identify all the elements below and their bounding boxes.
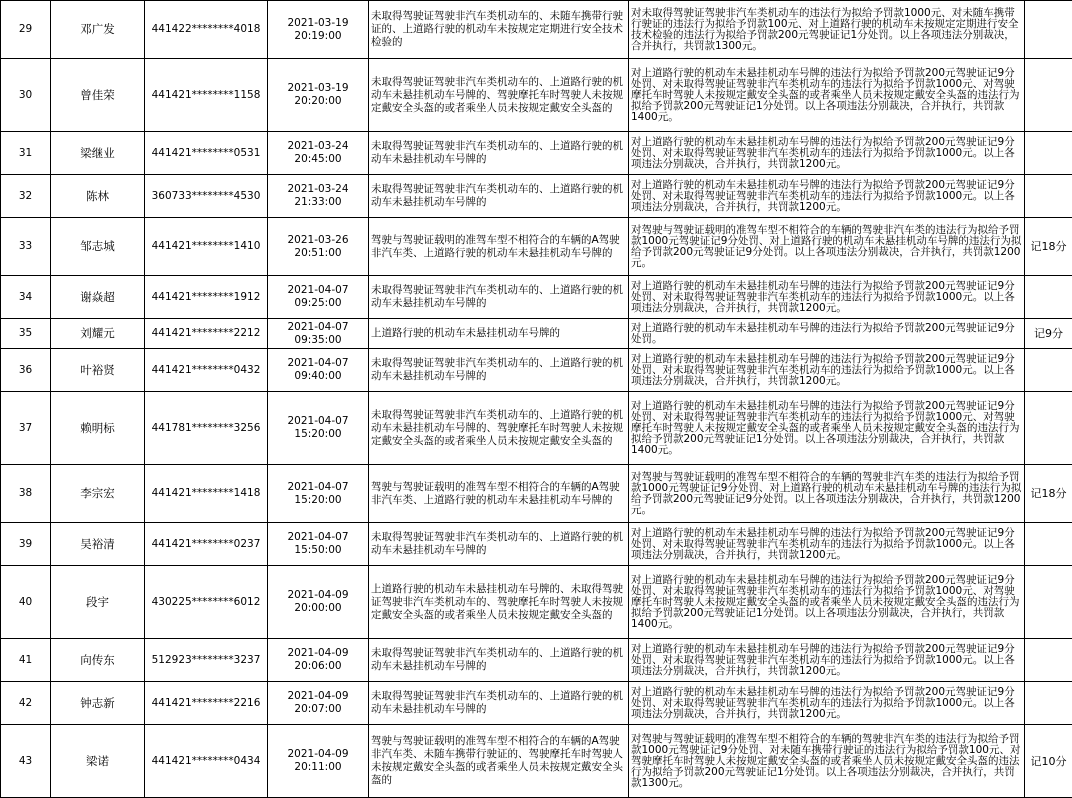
- driver-name: 邓广发: [51, 1, 145, 59]
- violation-description: 未取得驾驶证驾驶非汽车类机动车的、上道路行驶的机动车未悬挂机动车号牌的: [369, 682, 629, 725]
- penalty-description: 对上道路行驶的机动车未悬挂机动车号牌的违法行为拟给予罚款200元驾驶证记9分处罚、对未取得驾驶证驾驶非汽车类机动车的违法行为拟给予罚款1000元。以上各项违法分别裁决，合并执行，共罚款1200元。: [629, 276, 1025, 319]
- id-number: 441421********1158: [145, 59, 268, 132]
- penalty-description: 对驾驶与驾驶证载明的准驾车型不相符合的车辆的驾驶非汽车类的违法行为拟给予罚款1000元驾驶证记9分处罚、对未随车携带行驶证的违法行为拟给予罚款100元、对驾驶摩托车时驾驶人未按规定戴安全头盔的或者乘坐人员未按规定戴安全头盔的违法行为拟给予罚款200元驾驶证记1分处罚。以上各项违法分别裁决，合并执行，共罚款1300元。: [629, 725, 1025, 798]
- penalty-points: [1025, 132, 1072, 175]
- id-number: 441421********0531: [145, 132, 268, 175]
- violation-time: 20:19:00: [270, 30, 366, 43]
- table-row: [1, 725, 1072, 798]
- id-number: 512923********3237: [145, 639, 268, 682]
- id-number: 441781********3256: [145, 392, 268, 465]
- violation-time: 20:45:00: [270, 153, 366, 166]
- table-row: [1, 276, 1072, 319]
- penalty-points: [1025, 349, 1072, 392]
- violation-time: 20:07:00: [270, 703, 366, 716]
- row-number: 36: [1, 349, 51, 392]
- penalty-description: 对上道路行驶的机动车未悬挂机动车号牌的违法行为拟给予罚款200元驾驶证记9分处罚、对未取得驾驶证驾驶非汽车类机动车的违法行为拟给予罚款1000元、对驾驶摩托车时驾驶人未按规定戴安全头盔的或者乘坐人员未按规定戴安全头盔的违法行为拟给予罚款200元驾驶证记1分处罚。以上各项违法分别裁决，合并执行，共罚款1400元。: [629, 566, 1025, 639]
- penalty-description: 对上道路行驶的机动车未悬挂机动车号牌的违法行为拟给予罚款200元驾驶证记9分处罚、对未取得驾驶证驾驶非汽车类机动车的违法行为拟给予罚款1000元、对驾驶摩托车时驾驶人未按规定戴安全头盔的或者乘坐人员未按规定戴安全头盔的违法行为拟给予罚款200元驾驶证记1分处罚。以上各项违法分别裁决，合并执行，共罚款1400元。: [629, 392, 1025, 465]
- penalty-points: [1025, 639, 1072, 682]
- table-row: [1, 682, 1072, 725]
- penalty-points: [1025, 392, 1072, 465]
- driver-name: 叶裕贤: [51, 349, 145, 392]
- penalty-points: 记9分: [1025, 319, 1072, 349]
- table-row: [1, 319, 1072, 349]
- penalty-description: 对上道路行驶的机动车未悬挂机动车号牌的违法行为拟给予罚款200元驾驶证记9分处罚、对未取得驾驶证驾驶非汽车类机动车的违法行为拟给予罚款1000元。以上各项违法分别裁决，合并执行，共罚款1200元。: [629, 175, 1025, 218]
- table-row: [1, 132, 1072, 175]
- id-number: 441421********1418: [145, 465, 268, 523]
- violation-datetime: [268, 59, 369, 132]
- id-number: 441421********0237: [145, 523, 268, 566]
- violation-date: 2021-03-24: [270, 183, 366, 196]
- violation-date: 2021-04-07: [270, 357, 366, 370]
- violation-date: 2021-04-09: [270, 647, 366, 660]
- penalty-points: [1025, 682, 1072, 725]
- violation-datetime: [268, 523, 369, 566]
- violation-date: 2021-04-09: [270, 589, 366, 602]
- penalty-description: 对上道路行驶的机动车未悬挂机动车号牌的违法行为拟给予罚款200元驾驶证记9分处罚、对未取得驾驶证驾驶非汽车类机动车的违法行为拟给予罚款1000元。以上各项违法分别裁决，合并执行，共罚款1200元。: [629, 349, 1025, 392]
- table-row: [1, 465, 1072, 523]
- id-number: 441421********0434: [145, 725, 268, 798]
- penalty-description: 对上道路行驶的机动车未悬挂机动车号牌的违法行为拟给予罚款200元驾驶证记9分处罚。: [629, 319, 1025, 349]
- row-number: 42: [1, 682, 51, 725]
- row-number: 35: [1, 319, 51, 349]
- violation-description: 未取得驾驶证驾驶非汽车类机动车的、上道路行驶的机动车未悬挂机动车号牌的: [369, 349, 629, 392]
- driver-name: 梁继业: [51, 132, 145, 175]
- table-row: [1, 523, 1072, 566]
- violation-description: 驾驶与驾驶证载明的准驾车型不相符合的车辆的A驾驶非汽车类、上道路行驶的机动车未悬挂机动车号牌的: [369, 218, 629, 276]
- violation-time: 09:40:00: [270, 370, 366, 383]
- violation-time: 15:20:00: [270, 494, 366, 507]
- table-row: [1, 566, 1072, 639]
- violation-time: 20:11:00: [270, 761, 366, 774]
- row-number: 34: [1, 276, 51, 319]
- violation-date: 2021-04-07: [270, 531, 366, 544]
- violation-datetime: [268, 218, 369, 276]
- driver-name: 李宗宏: [51, 465, 145, 523]
- penalty-points: [1025, 59, 1072, 132]
- row-number: 40: [1, 566, 51, 639]
- violation-description: 未取得驾驶证驾驶非汽车类机动车的、上道路行驶的机动车未悬挂机动车号牌的、驾驶摩托车时驾驶人未按规定戴安全头盔的或者乘坐人员未按规定戴安全头盔的: [369, 59, 629, 132]
- violation-date: 2021-04-07: [270, 284, 366, 297]
- id-number: 360733********4530: [145, 175, 268, 218]
- penalty-description: 对上道路行驶的机动车未悬挂机动车号牌的违法行为拟给予罚款200元驾驶证记9分处罚、对未取得驾驶证驾驶非汽车类机动车的违法行为拟给予罚款1000元。以上各项违法分别裁决，合并执行，共罚款1200元。: [629, 523, 1025, 566]
- driver-name: 钟志新: [51, 682, 145, 725]
- violation-time: 20:20:00: [270, 95, 366, 108]
- penalty-description: 对上道路行驶的机动车未悬挂机动车号牌的违法行为拟给予罚款200元驾驶证记9分处罚、对未取得驾驶证驾驶非汽车类机动车的违法行为拟给予罚款1000元。以上各项违法分别裁决，合并执行，共罚款1200元。: [629, 682, 1025, 725]
- table-row: [1, 349, 1072, 392]
- id-number: 441422********4018: [145, 1, 268, 59]
- table-row: [1, 175, 1072, 218]
- penalty-points: [1025, 1, 1072, 59]
- penalty-points: 记10分: [1025, 725, 1072, 798]
- penalty-points: [1025, 175, 1072, 218]
- violation-datetime: [268, 725, 369, 798]
- violation-time: 20:06:00: [270, 660, 366, 673]
- violation-description: 上道路行驶的机动车未悬挂机动车号牌的: [369, 319, 629, 349]
- driver-name: 梁诺: [51, 725, 145, 798]
- id-number: 430225********6012: [145, 566, 268, 639]
- id-number: 441421********2216: [145, 682, 268, 725]
- row-number: 37: [1, 392, 51, 465]
- violation-time: 09:35:00: [270, 334, 366, 347]
- table-row: [1, 639, 1072, 682]
- table-body: [1, 1, 1072, 798]
- penalty-points: 记18分: [1025, 465, 1072, 523]
- violation-description: 驾驶与驾驶证载明的准驾车型不相符合的车辆的A驾驶非汽车类、未随车携带行驶证的、驾驶摩托车时驾驶人未按规定戴安全头盔的或者乘坐人员未按规定戴安全头盔的: [369, 725, 629, 798]
- id-number: 441421********1912: [145, 276, 268, 319]
- driver-name: 刘耀元: [51, 319, 145, 349]
- violation-date: 2021-04-07: [270, 415, 366, 428]
- violation-description: 上道路行驶的机动车未悬挂机动车号牌的、未取得驾驶证驾驶非汽车类机动车的、驾驶摩托车时驾驶人未按规定戴安全头盔的或者乘坐人员未按规定戴安全头盔的: [369, 566, 629, 639]
- violation-date: 2021-04-07: [270, 321, 366, 334]
- violation-description: 未取得驾驶证驾驶非汽车类机动车的、上道路行驶的机动车未悬挂机动车号牌的: [369, 175, 629, 218]
- violation-datetime: [268, 1, 369, 59]
- violation-description: 未取得驾驶证驾驶非汽车类机动车的、上道路行驶的机动车未悬挂机动车号牌的: [369, 639, 629, 682]
- violation-date: 2021-03-19: [270, 17, 366, 30]
- violation-time: 15:20:00: [270, 428, 366, 441]
- penalty-description: 对上道路行驶的机动车未悬挂机动车号牌的违法行为拟给予罚款200元驾驶证记9分处罚、对未取得驾驶证驾驶非汽车类机动车的违法行为拟给予罚款1000元。以上各项违法分别裁决，合并执行，共罚款1200元。: [629, 132, 1025, 175]
- violation-description: 未取得驾驶证驾驶非汽车类机动车的、未随车携带行驶证的、上道路行驶的机动车未按规定定期进行安全技术检验的: [369, 1, 629, 59]
- violation-date: 2021-04-07: [270, 481, 366, 494]
- row-number: 33: [1, 218, 51, 276]
- violation-datetime: [268, 132, 369, 175]
- violation-description: 驾驶与驾驶证载明的准驾车型不相符合的车辆的A驾驶非汽车类、上道路行驶的机动车未悬挂机动车号牌的: [369, 465, 629, 523]
- driver-name: 邹志城: [51, 218, 145, 276]
- violation-date: 2021-04-09: [270, 748, 366, 761]
- row-number: 30: [1, 59, 51, 132]
- violation-time: 20:51:00: [270, 247, 366, 260]
- table-row: [1, 59, 1072, 132]
- table-row: [1, 392, 1072, 465]
- penalty-description: 对驾驶与驾驶证载明的准驾车型不相符合的车辆的驾驶非汽车类的违法行为拟给予罚款1000元驾驶证记9分处罚、对上道路行驶的机动车未悬挂机动车号牌的违法行为拟给予罚款200元驾驶证记9分处罚。以上各项违法分别裁决，合并执行，共罚款1200元。: [629, 465, 1025, 523]
- driver-name: 赖明标: [51, 392, 145, 465]
- violation-description: 未取得驾驶证驾驶非汽车类机动车的、上道路行驶的机动车未悬挂机动车号牌的: [369, 276, 629, 319]
- violation-date: 2021-03-26: [270, 234, 366, 247]
- violation-datetime: [268, 465, 369, 523]
- id-number: 441421********0432: [145, 349, 268, 392]
- penalty-points: [1025, 523, 1072, 566]
- row-number: 31: [1, 132, 51, 175]
- violation-datetime: [268, 682, 369, 725]
- violation-datetime: [268, 639, 369, 682]
- row-number: 32: [1, 175, 51, 218]
- violation-time: 21:33:00: [270, 196, 366, 209]
- violation-time: 15:50:00: [270, 544, 366, 557]
- row-number: 29: [1, 1, 51, 59]
- driver-name: 陈林: [51, 175, 145, 218]
- id-number: 441421********1410: [145, 218, 268, 276]
- id-number: 441421********2212: [145, 319, 268, 349]
- violation-time: 09:25:00: [270, 297, 366, 310]
- penalty-points: [1025, 566, 1072, 639]
- violation-description: 未取得驾驶证驾驶非汽车类机动车的、上道路行驶的机动车未悬挂机动车号牌的: [369, 523, 629, 566]
- violation-datetime: [268, 319, 369, 349]
- violation-datetime: [268, 392, 369, 465]
- penalty-description: 对上道路行驶的机动车未悬挂机动车号牌的违法行为拟给予罚款200元驾驶证记9分处罚、对未取得驾驶证驾驶非汽车类机动车的违法行为拟给予罚款1000元。以上各项违法分别裁决，合并执行，共罚款1200元。: [629, 639, 1025, 682]
- penalty-description: 对驾驶与驾驶证载明的准驾车型不相符合的车辆的驾驶非汽车类的违法行为拟给予罚款1000元驾驶证记9分处罚、对上道路行驶的机动车未悬挂机动车号牌的违法行为拟给予罚款200元驾驶证记9分处罚。以上各项违法分别裁决，合并执行，共罚款1200元。: [629, 218, 1025, 276]
- violation-datetime: [268, 175, 369, 218]
- violation-description: 未取得驾驶证驾驶非汽车类机动车的、上道路行驶的机动车未悬挂机动车号牌的: [369, 132, 629, 175]
- driver-name: 曾佳荣: [51, 59, 145, 132]
- row-number: 43: [1, 725, 51, 798]
- penalty-description: 对未取得驾驶证驾驶非汽车类机动车的违法行为拟给予罚款1000元、对未随车携带行驶证的违法行为拟给予罚款100元、对上道路行驶的机动车未按规定定期进行安全技术检验的违法行为拟给予罚款200元驾驶证记1分处罚。以上各项违法分别裁决，合并执行，共罚款1300元。: [629, 1, 1025, 59]
- penalty-points: 记18分: [1025, 218, 1072, 276]
- violation-datetime: [268, 566, 369, 639]
- violation-date: 2021-03-19: [270, 82, 366, 95]
- table-row: [1, 218, 1072, 276]
- driver-name: 向传东: [51, 639, 145, 682]
- row-number: 41: [1, 639, 51, 682]
- violation-date: 2021-03-24: [270, 140, 366, 153]
- driver-name: 段宇: [51, 566, 145, 639]
- driver-name: 吴裕清: [51, 523, 145, 566]
- driver-name: 谢焱超: [51, 276, 145, 319]
- row-number: 39: [1, 523, 51, 566]
- penalty-points: [1025, 276, 1072, 319]
- violation-description: 未取得驾驶证驾驶非汽车类机动车的、上道路行驶的机动车未悬挂机动车号牌的、驾驶摩托车时驾驶人未按规定戴安全头盔的或者乘坐人员未按规定戴安全头盔的: [369, 392, 629, 465]
- violation-time: 20:00:00: [270, 602, 366, 615]
- table-row: [1, 1, 1072, 59]
- row-number: 38: [1, 465, 51, 523]
- violation-datetime: [268, 349, 369, 392]
- violation-datetime: [268, 276, 369, 319]
- violation-date: 2021-04-09: [270, 690, 366, 703]
- penalty-description: 对上道路行驶的机动车未悬挂机动车号牌的违法行为拟给予罚款200元驾驶证记9分处罚、对未取得驾驶证驾驶非汽车类机动车的违法行为拟给予罚款1000元、对驾驶摩托车时驾驶人未按规定戴安全头盔的或者乘坐人员未按规定戴安全头盔的违法行为拟给予罚款200元驾驶证记1分处罚。以上各项违法分别裁决，合并执行，共罚款1400元。: [629, 59, 1025, 132]
